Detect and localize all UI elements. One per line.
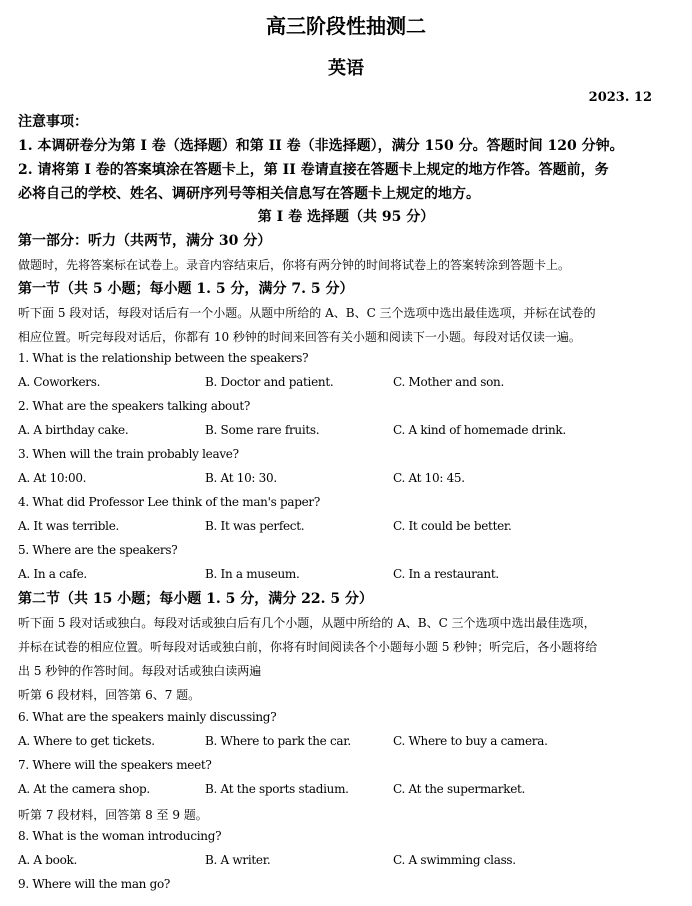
option-c: C. A kind of homemade drink. [393,423,566,437]
option-c: C. Mother and son. [393,375,505,389]
option-c: C. At the supermarket. [393,782,526,796]
question-text: 2. What are the speakers talking about? [18,399,251,413]
option-c: C. In a restaurant. [393,567,499,581]
question-text: 1. What is the relationship between the speakers? [18,351,309,365]
material-7-note: 听第 7 段材料，回答第 8 至 9 题。 [18,808,208,822]
option-a: A. It was terrible. [18,519,120,533]
section-2-heading: 第二节（共 15 小题；每小题 1. 5 分，满分 22. 5 分） [18,591,373,607]
section-1-instruction-line-1: 听下面 5 段对话，每段对话后有一个小题。从题中所给的 A、B、C 三个选项中选出最佳选项，并标在试卷的 [18,306,596,320]
option-b: B. At the sports stadium. [205,782,349,796]
option-a: A. A birthday cake. [18,423,129,437]
question-text: 6. What are the speakers mainly discussing? [18,710,277,724]
exam-date: 2023. 12 [588,90,652,105]
notice-item-2-line-1: 2. 请将第 I 卷的答案填涂在答题卡上，第 II 卷请直接在答题卡上规定的地方作答。答题前，务 [18,162,609,178]
volume-1-heading: 第 I 卷 选择题（共 95 分） [257,209,435,225]
section-2-instruction-line-1: 听下面 5 段对话或独白。每段对话或独白后有几个小题，从题中所给的 A、B、C 三个选项中选出最佳选项， [18,616,596,630]
question-text: 5. Where are the speakers? [18,543,178,557]
notice-heading: 注意事项： [18,114,88,130]
option-b: B. In a museum. [205,567,300,581]
option-a: A. Coworkers. [18,375,101,389]
section-2-instruction-line-2: 并标在试卷的相应位置。听每段对话或独白前，你将有时间阅读各个小题每小题 5 秒钟；听完后，各小题将给 [18,640,598,654]
notice-item-2-line-2: 必将自己的学校、姓名、调研序列号等相关信息写在答题卡上规定的地方。 [18,186,480,202]
part-1-heading: 第一部分：听力（共两节，满分 30 分） [18,233,272,249]
part-1-instruction: 做题时，先将答案标在试卷上。录音内容结束后，你将有两分钟的时间将试卷上的答案转涂到答题卡上。 [18,258,571,272]
option-a: A. A book. [18,853,77,867]
material-6-note: 听第 6 段材料，回答第 6、7 题。 [18,688,201,702]
section-1-heading: 第一节（共 5 小题；每小题 1. 5 分，满分 7. 5 分） [18,281,354,297]
option-b: B. Doctor and patient. [205,375,334,389]
option-b: B. It was perfect. [205,519,305,533]
option-a: A. In a cafe. [18,567,87,581]
option-b: B. At 10: 30. [205,471,277,485]
option-a: A. At 10:00. [18,471,87,485]
section-2-instruction-line-3: 出 5 秒钟的作答时间。每段对话或独白读两遍 [18,664,262,678]
option-b: B. A writer. [205,853,271,867]
option-c: C. Where to buy a camera. [393,734,548,748]
option-a: A. At the camera shop. [18,782,150,796]
question-text: 3. When will the train probably leave? [18,447,239,461]
option-c: C. A swimming class. [393,853,516,867]
question-text: 9. Where will the man go? [18,877,171,891]
subject-title: 英语 [328,58,364,79]
question-text: 7. Where will the speakers meet? [18,758,212,772]
notice-item-1: 1. 本调研卷分为第 I 卷（选择题）和第 II 卷（非选择题），满分 150 分。答题时间 120 分钟。 [18,138,624,154]
section-1-instruction-line-2: 相应位置。听完每段对话后，你都有 10 秒钟的时间来回答有关小题和阅读下一小题。每段对话仅读一遍。 [18,330,581,344]
option-b: B. Where to park the car. [205,734,351,748]
option-b: B. Some rare fruits. [205,423,320,437]
exam-title: 高三阶段性抽测二 [266,14,426,38]
option-c: C. It could be better. [393,519,512,533]
question-text: 8. What is the woman introducing? [18,829,222,843]
option-a: A. Where to get tickets. [18,734,155,748]
option-c: C. At 10: 45. [393,471,465,485]
question-text: 4. What did Professor Lee think of the man's paper? [18,495,320,509]
